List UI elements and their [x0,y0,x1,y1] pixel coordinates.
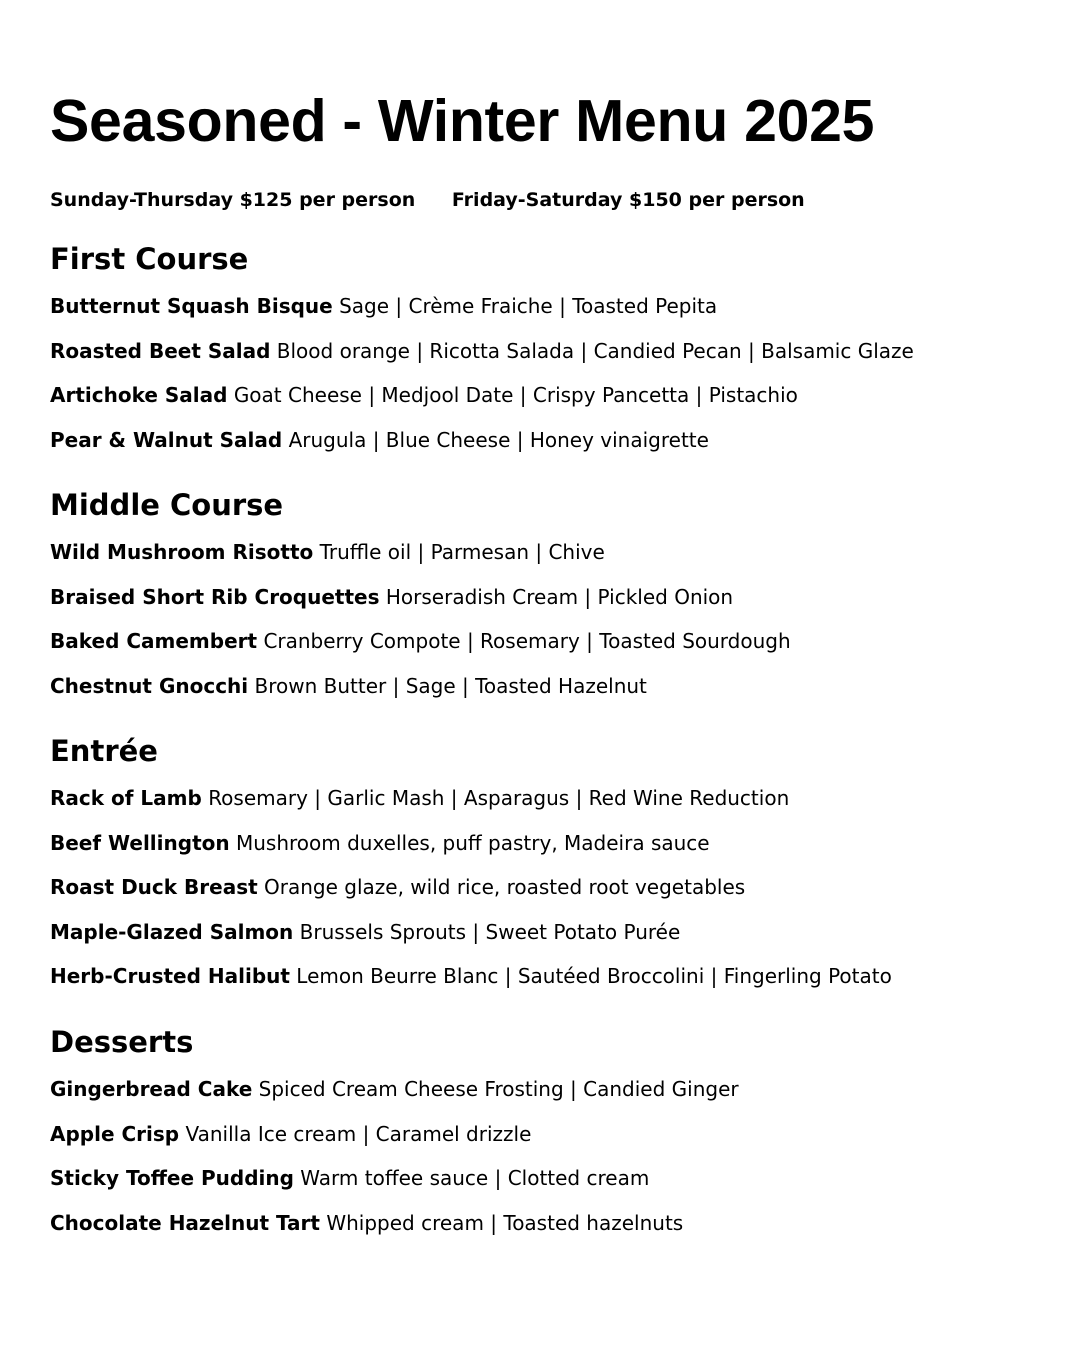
item-name: Roast Duck Breast [50,875,258,900]
menu-item-list [50,1074,1050,1252]
item-name: Apple Crisp [50,1121,180,1146]
item-description: Rosemary | Garlic Mash | Asparagus | Red Wine Reduction [208,786,790,810]
weekend-price: Friday-Saturday $150 per person [451,189,805,211]
item-description: Arugula | Blue Cheese | Honey vinaigrette [288,427,709,452]
menu-item [50,828,1050,873]
item-name: Chestnut Gnocchi [50,673,249,698]
menu-item [50,961,1050,1006]
section-heading: First Course [50,242,249,276]
menu-item [50,626,1050,671]
item-description: Brussels Sprouts | Sweet Potato Purée [299,919,681,944]
section-middle-course [50,486,1050,715]
item-description: Horseradish Cream | Pickled Onion [385,584,734,609]
item-name: Roasted Beet Salad [50,338,271,363]
item-description: Warm toffee sauce | Clotted cream [300,1166,650,1191]
section-first-course [50,240,1050,469]
item-description: Brown Butter | Sage | Toasted Hazelnut [254,673,647,698]
item-name: Sticky Toffee Pudding [50,1166,294,1191]
item-name: Pear & Walnut Salad [50,427,283,452]
menu-item [50,336,1050,381]
menu-item-list [50,537,1050,715]
weekday-price: Sunday-Thursday $125 per person [50,189,416,211]
item-name: Gingerbread Cake [50,1077,253,1101]
menu-item [50,291,1050,336]
item-description: Mushroom duxelles, puff pastry, Madeira sauce [235,830,710,855]
menu-item [50,582,1050,627]
item-description: Whipped cream | Toasted hazelnuts [326,1210,684,1235]
menu-item [50,425,1050,470]
item-name: Wild Mushroom Risotto [50,540,314,564]
section-entree [50,732,1050,1006]
item-description: Spiced Cream Cheese Frosting | Candied Ginger [258,1077,739,1101]
item-name: Chocolate Hazelnut Tart [50,1210,320,1235]
menu-item [50,1074,1050,1119]
pricing-line [50,186,805,214]
item-name: Maple-Glazed Salmon [50,919,294,944]
menu-item [50,1119,1050,1164]
menu-item [50,783,1050,828]
menu-item-list [50,783,1050,1006]
menu-item [50,380,1050,425]
menu-item [50,671,1050,716]
menu-item [50,537,1050,582]
menu-title: Seasoned - Winter Menu 2025 [50,88,875,154]
item-name: Beef Wellington [50,830,230,855]
menu-item [50,917,1050,962]
menu-item [50,872,1050,917]
item-description: Truffle oil | Parmesan | Chive [319,540,605,564]
item-name: Butternut Squash Bisque [50,294,333,318]
item-name: Artichoke Salad [50,383,228,408]
menu-item [50,1208,1050,1253]
item-description: Vanilla Ice cream | Caramel drizzle [185,1121,532,1146]
item-name: Herb-Crusted Halibut [50,964,290,989]
item-description: Lemon Beurre Blanc | Sautéed Broccolini | Fingerling Potato [296,964,892,989]
menu-item-list [50,291,1050,469]
section-heading: Desserts [50,1025,194,1059]
section-heading: Middle Course [50,488,284,522]
item-name: Braised Short Rib Croquettes [50,584,380,609]
menu-item [50,1163,1050,1208]
section-heading: Entrée [50,734,158,768]
item-name: Baked Camembert [50,629,258,654]
item-description: Goat Cheese | Medjool Date | Crispy Pancetta | Pistachio [233,383,798,408]
section-desserts [50,1023,1050,1252]
item-description: Blood orange | Ricotta Salada | Candied Pecan | Balsamic Glaze [276,338,914,363]
item-description: Sage | Crème Fraiche | Toasted Pepita [339,294,718,318]
item-description: Cranberry Compote | Rosemary | Toasted Sourdough [263,629,791,654]
item-description: Orange glaze, wild rice, roasted root vegetables [264,875,746,900]
item-name: Rack of Lamb [50,786,202,810]
